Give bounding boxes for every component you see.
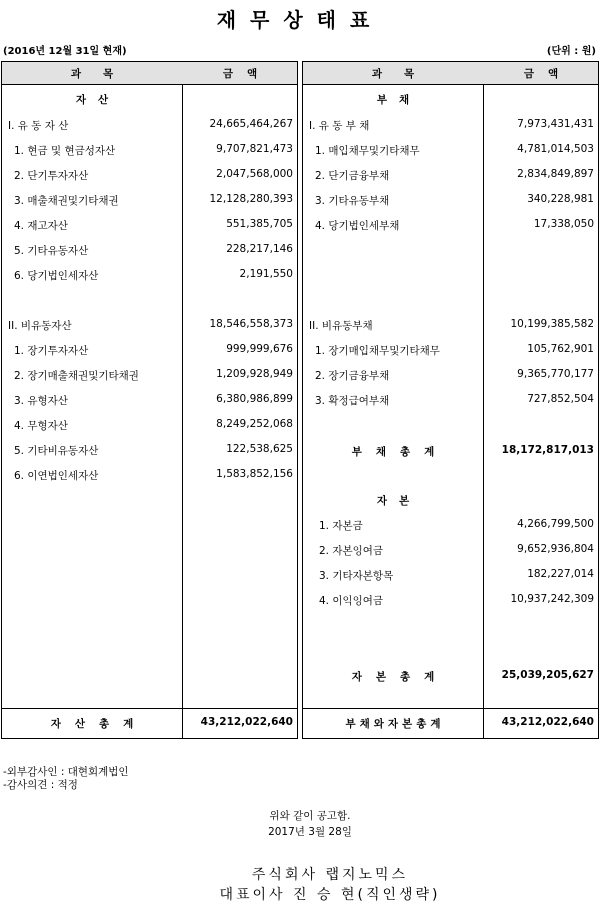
table-row — [2, 393, 297, 409]
row-amount: 228,217,146 — [226, 243, 293, 255]
row-label: 5. 기타비유동자산 — [14, 445, 99, 457]
liabilities-section-title: 부채 — [376, 94, 422, 106]
row-amount: 17,338,050 — [533, 218, 594, 230]
table-row — [303, 193, 598, 209]
row-label: 6. 당기법인세자산 — [14, 270, 99, 282]
table-row — [2, 368, 297, 384]
row-amount: 182,227,014 — [527, 568, 594, 580]
table-row — [303, 318, 598, 334]
row-label: 3. 확정급여부채 — [315, 395, 390, 407]
row-amount: 999,999,676 — [226, 343, 293, 355]
table-row — [2, 468, 297, 484]
table-row — [303, 368, 598, 384]
row-amount: 6,380,986,899 — [216, 393, 293, 405]
row-amount: 122,538,625 — [226, 443, 293, 455]
item-header: 과목 — [70, 68, 136, 80]
assets-table — [1, 61, 298, 739]
row-label: I. 유 동 자 산 — [8, 120, 69, 132]
row-label: 2. 장기금융부채 — [315, 370, 390, 382]
table-row — [2, 318, 297, 334]
liabilities-equity-table — [302, 61, 599, 739]
row-amount: 18,546,558,373 — [209, 318, 293, 330]
row-amount: 2,047,568,000 — [216, 168, 293, 180]
table-row — [303, 118, 598, 134]
audit-notes — [3, 766, 129, 792]
row-label: 3. 기타유동부채 — [315, 195, 390, 207]
liab-equity-total-label: 부채와자본총계 — [345, 718, 445, 730]
row-label: 2. 단기투자자산 — [14, 170, 89, 182]
row-amount: 10,199,385,582 — [510, 318, 594, 330]
opinion-note: -감사의견 : 적정 — [3, 779, 78, 791]
row-amount: 2,834,849,897 — [517, 168, 594, 180]
liabilities-total-label: 부채총계 — [351, 446, 449, 458]
row-amount: 9,652,936,804 — [517, 543, 594, 555]
table-row — [303, 543, 598, 559]
row-label: 2. 자본잉여금 — [319, 545, 384, 557]
table-row — [2, 218, 297, 234]
row-amount: 24,665,464,267 — [209, 118, 293, 130]
row-amount: 8,249,252,068 — [216, 418, 293, 430]
page-title: 재무상태표 — [216, 8, 384, 32]
row-amount: 9,707,821,473 — [216, 143, 293, 155]
ceo-signature: 대표이사 진 승 현(직인생략) — [219, 887, 441, 903]
row-label: 4. 당기법인세부채 — [315, 220, 400, 232]
table-row — [303, 393, 598, 409]
row-label: 4. 이익잉여금 — [319, 595, 384, 607]
row-label: 4. 무형자산 — [14, 420, 68, 432]
row-label: 1. 자본금 — [319, 520, 363, 532]
row-amount: 340,228,981 — [527, 193, 594, 205]
table-row — [303, 593, 598, 609]
row-amount: 9,365,770,177 — [517, 368, 594, 380]
row-label: 1. 매입채무및기타채무 — [315, 145, 420, 157]
table-row — [2, 243, 297, 259]
assets-header — [2, 62, 297, 85]
table-row — [303, 568, 598, 584]
row-amount: 4,781,014,503 — [517, 143, 594, 155]
table-row — [303, 168, 598, 184]
row-label: 3. 매출채권및기타채권 — [14, 195, 119, 207]
liabilities-header — [303, 62, 598, 85]
row-amount: 12,128,280,393 — [209, 193, 293, 205]
amount-header: 금액 — [523, 68, 573, 80]
notice-text: 위와 같이 공고함. — [269, 810, 351, 822]
row-amount: 727,852,504 — [527, 393, 594, 405]
row-amount: 7,973,431,431 — [517, 118, 594, 130]
table-row — [2, 268, 297, 284]
company-name: 주식회사 랩지노믹스 — [251, 867, 409, 883]
row-label: II. 비유동자산 — [8, 320, 72, 332]
table-row — [2, 143, 297, 159]
row-label: I. 유 동 부 채 — [309, 120, 370, 132]
row-label: 1. 현금 및 현금성자산 — [14, 145, 116, 157]
row-label: 4. 재고자산 — [14, 220, 68, 232]
unit-label: (단위 : 원) — [546, 46, 596, 57]
row-label: 5. 기타유동자산 — [14, 245, 89, 257]
table-row — [2, 418, 297, 434]
assets-section-title: 자산 — [75, 94, 121, 106]
liabilities-total-amount: 18,172,817,013 — [501, 444, 594, 456]
row-label: 3. 기타자본항목 — [319, 570, 394, 582]
table-row — [303, 218, 598, 234]
table-row — [2, 443, 297, 459]
row-amount: 1,583,852,156 — [216, 468, 293, 480]
table-row — [303, 143, 598, 159]
equity-section-title: 자본 — [376, 495, 422, 507]
as-of-date: (2016년 12월 31일 현재) — [3, 46, 127, 57]
auditor-note: -외부감사인 : 대현회계법인 — [3, 766, 129, 778]
row-amount: 1,209,928,949 — [216, 368, 293, 380]
row-label: II. 비유동부채 — [309, 320, 373, 332]
table-row — [303, 343, 598, 359]
assets-total-label: 자산총계 — [50, 718, 148, 730]
equity-total-amount: 25,039,205,627 — [501, 669, 594, 681]
row-amount: 4,266,799,500 — [517, 518, 594, 530]
row-label: 6. 이연법인세자산 — [14, 470, 99, 482]
item-header: 과목 — [371, 68, 437, 80]
row-amount: 2,191,550 — [239, 268, 293, 280]
row-label: 2. 장기매출채권및기타채권 — [14, 370, 139, 382]
assets-total-amount: 43,212,022,640 — [200, 716, 293, 728]
row-label: 3. 유형자산 — [14, 395, 68, 407]
equity-total-label: 자본총계 — [351, 671, 449, 683]
liab-equity-total-amount: 43,212,022,640 — [501, 716, 594, 728]
row-amount: 551,385,705 — [226, 218, 293, 230]
notice-date: 2017년 3월 28일 — [268, 826, 352, 838]
row-label: 1. 장기매입채무및기타채무 — [315, 345, 440, 357]
table-row — [2, 118, 297, 134]
amount-header: 금액 — [222, 68, 272, 80]
row-label: 1. 장기투자자산 — [14, 345, 89, 357]
row-amount: 10,937,242,309 — [510, 593, 594, 605]
table-row — [2, 168, 297, 184]
table-row — [303, 518, 598, 534]
table-row — [2, 193, 297, 209]
table-row — [2, 343, 297, 359]
row-amount: 105,762,901 — [527, 343, 594, 355]
row-label: 2. 단기금융부채 — [315, 170, 390, 182]
